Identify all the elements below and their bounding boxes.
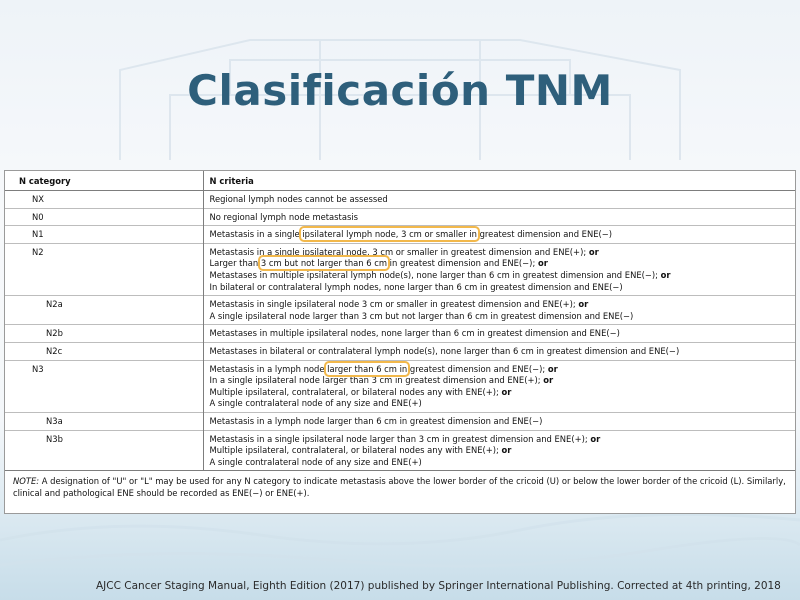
n-criteria-cell <box>203 208 795 226</box>
criteria-line <box>210 434 790 446</box>
table-header-row <box>5 171 795 191</box>
table-row <box>5 360 795 412</box>
criteria-line <box>210 212 790 224</box>
criteria-text: Metastasis in a single ipsilateral node larger than 3 cm in greatest dimension and ENE(+); <box>209 433 591 444</box>
criteria-line <box>210 387 790 399</box>
criteria-text: A single contralateral node of any size and ENE(+) <box>209 398 422 409</box>
criteria-line <box>210 258 790 270</box>
table-row <box>5 412 795 430</box>
criteria-text: Metastases in multiple ipsilateral nodes, none larger than 6 cm in greatest dimension and ENE(−) <box>209 328 620 339</box>
n-criteria-cell <box>203 243 795 295</box>
n-category-cell: N2c <box>5 342 203 360</box>
n-category-cell: N2 <box>5 243 203 295</box>
table-row <box>5 208 795 226</box>
criteria-text: Regional lymph nodes cannot be assessed <box>209 194 388 204</box>
note-label: NOTE: <box>13 476 40 487</box>
n-category-cell: N2b <box>5 325 203 343</box>
criteria-line <box>210 194 790 206</box>
n-category-cell: N2a <box>5 296 203 325</box>
highlighted-text: larger than 6 cm in <box>327 363 408 374</box>
criteria-line <box>210 364 790 376</box>
table-note <box>5 471 795 504</box>
n-category-cell: N3b <box>5 430 203 471</box>
criteria-text: in greatest dimension and ENE(−); <box>387 258 538 269</box>
criteria-line <box>210 311 790 323</box>
criteria-text: greatest dimension and ENE(−) <box>476 229 613 240</box>
n-criteria-cell <box>203 430 795 471</box>
n-category-cell: N3a <box>5 412 203 430</box>
table-row <box>5 325 795 343</box>
criteria-line <box>210 229 790 241</box>
conjunction-or: or <box>501 445 512 456</box>
criteria-line <box>210 416 790 428</box>
criteria-text: Larger than <box>209 258 261 269</box>
tnm-n-classification-table <box>4 170 796 514</box>
table-row <box>5 296 795 325</box>
criteria-text: Multiple ipsilateral, contralateral, or bilateral nodes any with ENE(+); <box>209 445 502 456</box>
table-row <box>5 191 795 209</box>
criteria-line <box>210 346 790 358</box>
n-criteria-cell <box>203 191 795 209</box>
criteria-line <box>210 299 790 311</box>
column-header-n-category: N category <box>5 171 203 191</box>
criteria-text: greatest dimension and ENE(−); <box>407 363 548 374</box>
note-text: A designation of "U" or "L" may be used for any N category to indicate metastasis above the lower border of the cricoid (U) or below the lower border of the cricoid (L). Similarly, clinical and pathological ENE should be recorded as ENE(−) or ENE(+). <box>13 476 786 499</box>
criteria-line <box>210 375 790 387</box>
criteria-line <box>210 398 790 410</box>
criteria-text: Metastasis in a single <box>209 229 303 240</box>
conjunction-or: or <box>578 299 589 310</box>
footer-citation: AJCC Cancer Staging Manual, Eighth Edition (2017) published by Springer International Publishing. Corrected at 4th printing, 2018 <box>96 580 781 592</box>
table-row <box>5 226 795 244</box>
conjunction-or: or <box>537 258 548 269</box>
n-category-cell: N0 <box>5 208 203 226</box>
conjunction-or: or <box>588 246 599 257</box>
criteria-text: Metastasis in a lymph node larger than 6 cm in greatest dimension and ENE(−) <box>209 415 543 426</box>
n-criteria-cell <box>203 360 795 412</box>
criteria-line <box>210 270 790 282</box>
criteria-line <box>210 457 790 469</box>
n-category-cell: N1 <box>5 226 203 244</box>
n-criteria-cell <box>203 342 795 360</box>
criteria-text: No regional lymph node metastasis <box>209 211 359 222</box>
n-criteria-cell <box>203 226 795 244</box>
n-criteria-cell <box>203 325 795 343</box>
criteria-line <box>210 328 790 340</box>
conjunction-or: or <box>660 269 671 280</box>
criteria-line <box>210 445 790 457</box>
slide-title: Clasificación TNM <box>187 66 613 115</box>
table-row <box>5 430 795 471</box>
conjunction-or: or <box>543 375 554 386</box>
conjunction-or: or <box>547 363 558 374</box>
criteria-text: Metastasis in single ipsilateral node 3 cm or smaller in greatest dimension and ENE(+); <box>209 299 579 310</box>
criteria-line <box>210 247 790 259</box>
column-header-n-criteria: N criteria <box>203 171 795 191</box>
conjunction-or: or <box>501 386 512 397</box>
table-note-row <box>5 471 795 504</box>
n-criteria-cell <box>203 296 795 325</box>
criteria-text: Metastasis in a lymph node <box>209 363 328 374</box>
criteria-text: A single contralateral node of any size and ENE(+) <box>209 456 422 467</box>
criteria-text: Metastases in multiple ipsilateral lymph node(s), none larger than 6 cm in greatest dimension and ENE(−); <box>209 269 661 280</box>
n-category-cell: N3 <box>5 360 203 412</box>
n-category-cell: NX <box>5 191 203 209</box>
criteria-text: A single ipsilateral node larger than 3 cm but not larger than 6 cm in greatest dimension and ENE(−) <box>209 310 634 321</box>
table-row <box>5 342 795 360</box>
criteria-text: In bilateral or contralateral lymph nodes, none larger than 6 cm in greatest dimension and ENE(−) <box>209 281 623 292</box>
highlighted-text: ipsilateral lymph node, 3 cm or smaller in <box>302 229 477 240</box>
criteria-text: Multiple ipsilateral, contralateral, or bilateral nodes any with ENE(+); <box>209 386 502 397</box>
n-criteria-cell <box>203 412 795 430</box>
highlighted-text: 3 cm but not larger than 6 cm <box>260 258 388 269</box>
table-row <box>5 243 795 295</box>
conjunction-or: or <box>590 433 601 444</box>
criteria-text: Metastases in bilateral or contralateral lymph node(s), none larger than 6 cm in greatest dimension and ENE(−) <box>209 345 680 356</box>
criteria-text: Metastasis in a single ipsilateral node, 3 cm or smaller in greatest dimension and ENE(+); <box>209 246 589 257</box>
criteria-text: In a single ipsilateral node larger than 3 cm in greatest dimension and ENE(+); <box>209 375 544 386</box>
criteria-line <box>210 282 790 294</box>
